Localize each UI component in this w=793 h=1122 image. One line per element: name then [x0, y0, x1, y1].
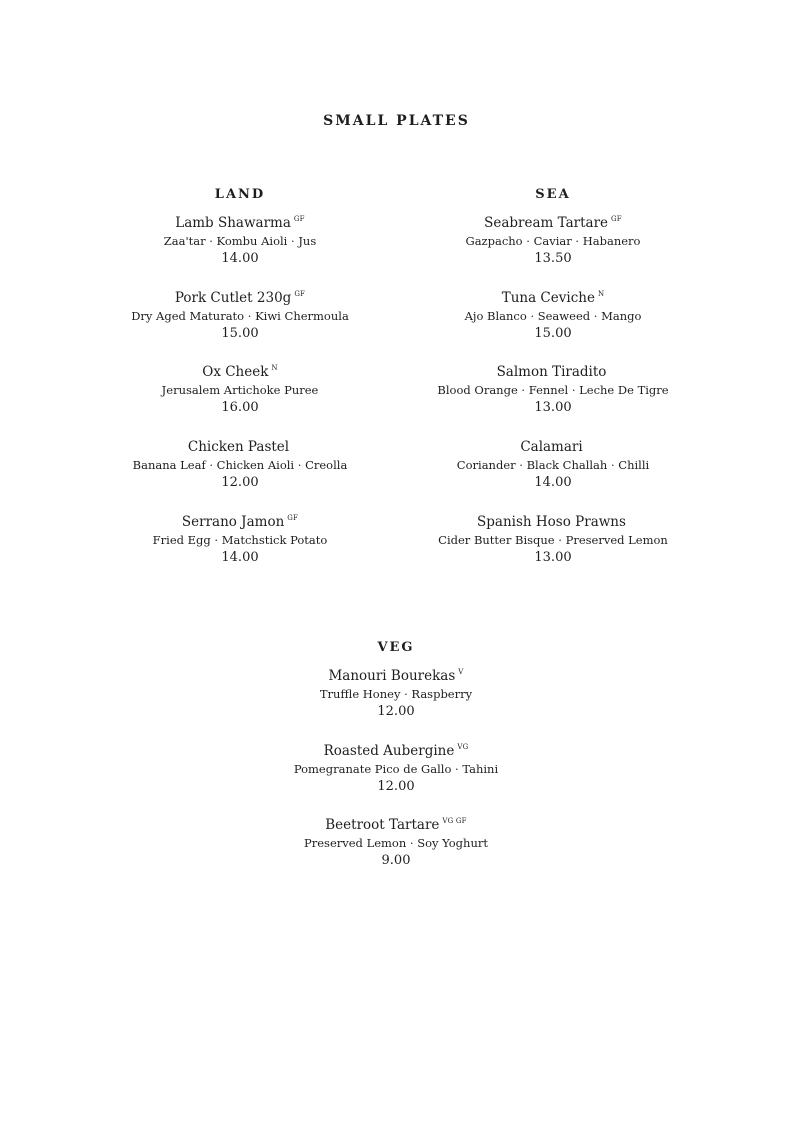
menu-item: [403, 438, 703, 513]
dish-name: Ox Cheek: [202, 364, 269, 381]
dish-description: Gazpacho · Caviar · Habanero: [465, 234, 641, 248]
menu-item: [403, 214, 703, 289]
section-heading-veg: VEG: [377, 640, 415, 655]
dish-name: Manouri Bourekas: [328, 668, 456, 684]
dietary-tag: N: [597, 289, 605, 298]
dietary-tag: GF: [287, 513, 299, 522]
dish-description: Zaa'tar · Kombu Aioli · Jus: [163, 234, 317, 248]
dish-price: 9.00: [381, 853, 411, 869]
dish-name: Seabream Tartare: [484, 215, 609, 231]
menu-item: [403, 363, 703, 438]
dish-description: Blood Orange · Fennel · Leche De Tigre: [437, 383, 669, 398]
dish-price: 12.00: [377, 778, 415, 794]
dish-price: 15.00: [221, 325, 259, 341]
menu-item: [90, 363, 390, 438]
dietary-tag: N: [271, 364, 278, 373]
dish-description: Banana Leaf · Chicken Aioli · Creolla: [132, 458, 348, 473]
dish-description: Pomegranate Pico de Gallo · Tahini: [293, 761, 499, 776]
dish-price: 13.00: [534, 400, 572, 416]
dish-name: Serrano Jamon: [181, 513, 285, 530]
dish-description: Ajo Blanco · Seaweed · Mango: [464, 308, 642, 323]
dish-description: Coriander · Black Challah · Chilli: [456, 458, 650, 473]
dietary-tag: VG: [457, 742, 469, 751]
dish-name: Pork Cutlet 230g: [174, 289, 292, 306]
menu-item: [90, 214, 390, 289]
dish-description: Dry Aged Maturato · Kiwi Chermoula: [131, 308, 349, 323]
dish-price: 13.50: [534, 251, 572, 266]
dish-price: 14.00: [221, 251, 259, 266]
section-veg: [246, 639, 546, 891]
dish-name: Tuna Ceviche: [501, 289, 595, 306]
menu-item: [90, 289, 390, 364]
dish-price: 14.00: [221, 549, 259, 565]
dish-price: 13.00: [534, 549, 572, 565]
dish-name: Beetroot Tartare: [325, 817, 440, 834]
dish-price: 12.00: [221, 475, 259, 491]
dish-price: 12.00: [377, 704, 415, 719]
dish-price: 14.00: [534, 475, 572, 491]
menu-item: [90, 438, 390, 513]
page-title: SMALL PLATES: [323, 113, 470, 129]
dish-description: Cider Butter Bisque · Preserved Lemon: [438, 532, 668, 547]
dietary-tag: GF: [293, 215, 305, 223]
section-heading-land: LAND: [214, 187, 266, 202]
dish-name: Lamb Shawarma: [175, 215, 291, 231]
dish-description: Fried Egg · Matchstick Potato: [152, 532, 328, 547]
dish-name: Spanish Hoso Prawns: [477, 513, 626, 530]
dish-name: Roasted Aubergine: [323, 742, 455, 759]
section-land: [90, 186, 390, 587]
menu-item: [246, 667, 546, 742]
section-heading-sea: SEA: [535, 187, 571, 202]
dish-name: Salmon Tiradito: [496, 364, 607, 381]
menu-item: [90, 513, 390, 588]
dish-name: Chicken Pastel: [187, 439, 290, 456]
dietary-tag: V: [458, 668, 464, 676]
menu-item: [246, 816, 546, 891]
section-sea: [403, 186, 703, 587]
menu-item: [403, 513, 703, 588]
dietary-tag: GF: [294, 289, 306, 298]
dish-price: 15.00: [534, 325, 572, 341]
dish-description: Jerusalem Artichoke Puree: [161, 383, 319, 398]
dish-price: 16.00: [221, 400, 259, 416]
dish-name: Calamari: [520, 439, 583, 456]
menu-item: [246, 742, 546, 817]
menu-item: [403, 289, 703, 364]
dish-description: Preserved Lemon · Soy Yoghurt: [304, 836, 488, 851]
dish-description: Truffle Honey · Raspberry: [319, 687, 473, 701]
dietary-tag: GF: [611, 215, 622, 223]
dietary-tag: VG GF: [442, 817, 467, 826]
